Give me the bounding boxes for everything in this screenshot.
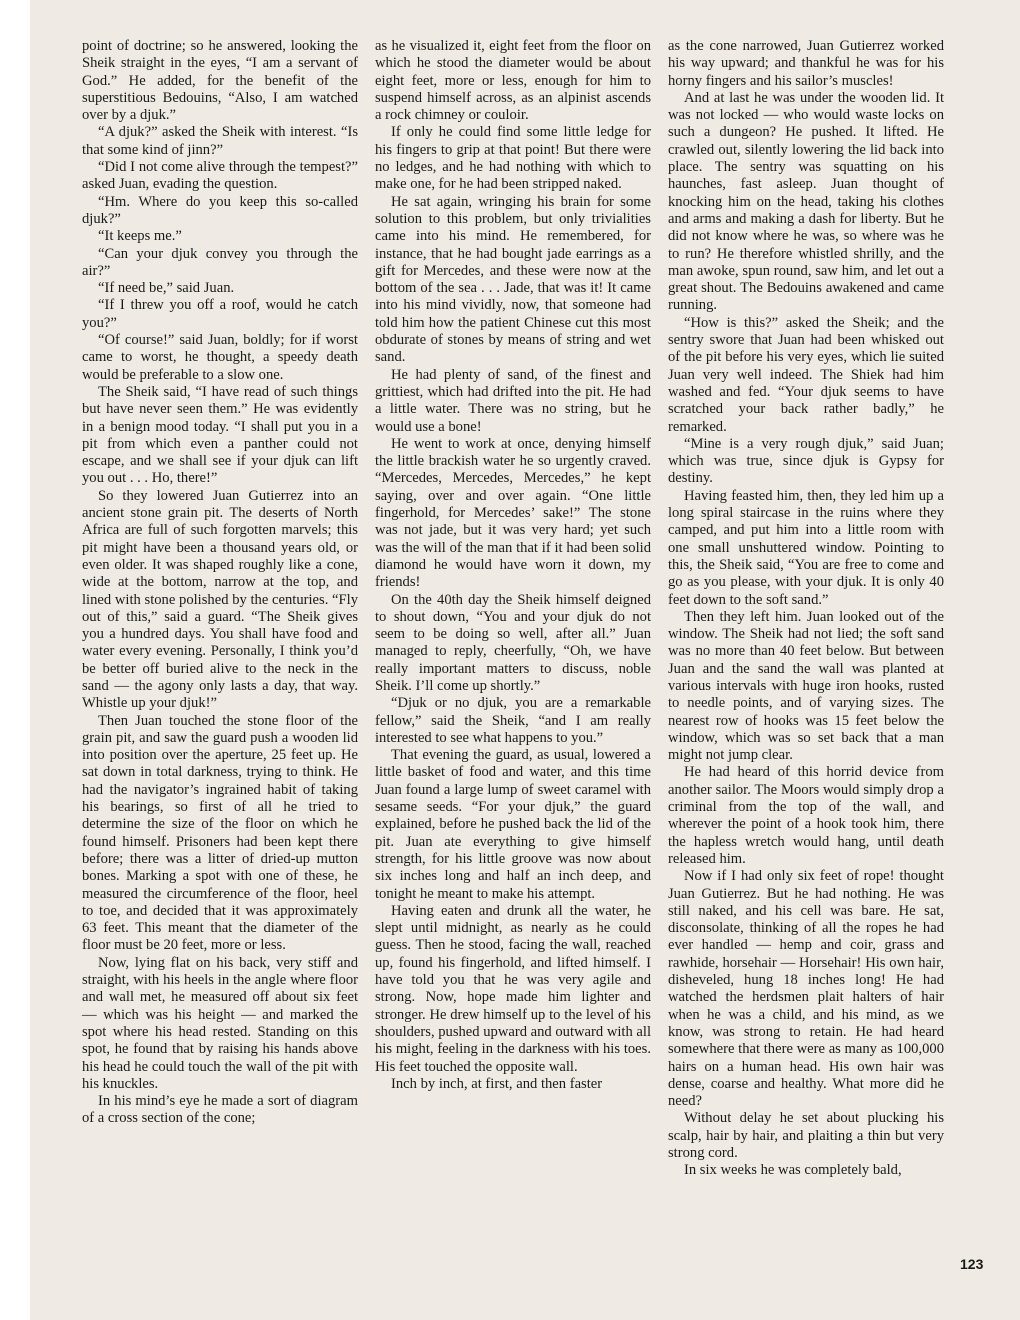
paragraph: “If I threw you off a roof, would he catch you?” (82, 297, 358, 331)
paragraph: He sat again, wringing his brain for some solution to this problem, but only trivialities came into his mind. He remembered, for instance, that he had bought jade earrings as a gift for Mercedes, and these were now at the bottom of the sea . . . Jade, that was it! It came into his mind vividly, now, that someone had told him how the patient Chinese cut this most obdurate of stones by means of string and wet sand. (375, 193, 651, 366)
paragraph: The Sheik said, “I have read of such things but have never seen them.” He was evidently in a benign mood today. “I shall put you in a pit from which even a panther could not escape, and we shall see if your djuk can lift you out . . . Ho, there!” (82, 383, 358, 487)
page-number: 123 (960, 1256, 984, 1272)
paragraph: as the cone narrowed, Juan Gutierrez worked his way upward; and thankful he was for his horny fingers and his sailor’s muscles! (668, 38, 944, 89)
paragraph: He had heard of this horrid device from another sailor. The Moors would simply drop a criminal from the top of the wall, and wherever the point of a hook took him, there the hapless wretch would hang, until death released him. (668, 764, 944, 867)
paragraph: Then Juan touched the stone floor of the grain pit, and saw the guard push a wooden lid into position over the aperture, 25 feet up. He sat down in total darkness, trying to think. He had the navigator’s ingrained habit of taking his bearings, so first of all he tried to determine the size of the floor on which he found himself. Prisoners had been kept there before; there was a litter of dried-up mutton bones. Marking a spot with one of these, he measured the circumference of the floor, heel to toe, and decided that it was approximately 63 feet. This meant that the diameter of the floor must be 20 feet, more or less. (82, 712, 358, 954)
paragraph: That evening the guard, as usual, lowered a little basket of food and water, and this time Juan found a large lump of sweet caramel with sesame seeds. “For your djuk,” the guard explained, before he pushed back the lid of the pit. Juan ate everything to give himself strength, for his little groove was now about six inches long and half an inch deep, and tonight he meant to make his attempt. (375, 747, 651, 902)
paragraph: “Djuk or no djuk, you are a remarkable fellow,” said the Sheik, “and I am really interested to see what happens to you.” (375, 695, 651, 746)
text-column-3 (668, 38, 944, 1180)
paragraph: In his mind’s eye he made a sort of diagram of a cross section of the cone; (82, 1093, 358, 1127)
paragraph: Now, lying flat on his back, very stiff and straight, with his heels in the angle where floor and wall met, he measured off about six feet — which was his height — and marked the spot where his head rested. Standing on this spot, he found that by raising his hands above his head he could touch the wall of the pit with his knuckles. (82, 954, 358, 1092)
paragraph: as he visualized it, eight feet from the floor on which he stood the diameter would be about eight feet, more or less, enough for him to suspend himself across, as an alpinist ascends a rock chimney or couloir. (375, 38, 651, 124)
paragraph: “Hm. Where do you keep this so-called djuk?” (82, 193, 358, 227)
paragraph: “Mine is a very rough djuk,” said Juan; which was true, since djuk is Gypsy for destiny. (668, 435, 944, 487)
paragraph: Having eaten and drunk all the water, he slept until midnight, as nearly as he could guess. Then he stood, facing the wall, reached up, found his fingerhold, and lifted himself. I have told you that he was very agile and strong. Now, hope made him lighter and stronger. He drew himself up to the level of his shoulders, pushed upward and outward with all his might, feeling in the darkness with his toes. His feet touched the opposite wall. (375, 902, 652, 1075)
text-column-1 (82, 38, 358, 1128)
paragraph: On the 40th day the Sheik himself deigned to shout down, “You and your djuk do not seem to be doing so well, after all.” Juan managed to reply, cheerfully, “Oh, we have really important matters to discuss, noble Sheik. I’ll come up shortly.” (375, 591, 651, 694)
paragraph: In six weeks he was completely bald, (684, 1162, 902, 1179)
text-column-2 (375, 38, 651, 1093)
paragraph: He had plenty of sand, of the finest and grittiest, which had drifted into the pit. He had a little water. There was no string, but he would use a bone! (375, 366, 651, 435)
paragraph: So they lowered Juan Gutierrez into an ancient stone grain pit. The deserts of North Africa are full of such forgotten marvels; this pit might have been a thousand years old, or even older. It was shaped roughly like a cone, wide at the bottom, narrow at the top, and lined with stone polished by the centuries. “Fly out of this,” said a guard. “The Sheik gives you a hundred days. You shall have food and water every evening. Personally, I think you’d be better off buried alive to the neck in the sand — the agony only lasts a day, that way. Whistle up your djuk!” (82, 487, 358, 712)
paragraph: “Of course!” said Juan, boldly; for if worst came to worst, he thought, a speedy death would be preferable to a slow one. (82, 332, 358, 383)
paragraph: “Can your djuk convey you through the air?” (82, 245, 358, 279)
paragraph: “A djuk?” asked the Sheik with interest. “Is that some kind of jinn?” (82, 124, 358, 158)
paragraph: Then they left him. Juan looked out of the window. The Sheik had not lied; the soft sand was no more than 40 feet below. But between Juan and the sand the wall was planted at various intervals with huge iron hooks, rusted to needle points, and of varying sizes. The nearest row of hooks was 15 feet below the window, which was so set back that a man might not jump clear. (668, 608, 944, 764)
paragraph: And at last he was under the wooden lid. It was not locked — who would waste locks on such a dungeon? He pushed. It lifted. He crawled out, silently lowering the lid back into place. The sentry was squatting on his haunches, fast asleep. Juan thought of knocking him on the head, taking his clothes and arms and making a dash for liberty. But he did not know where he was, so where was he to run? He therefore whistled shrilly, and the man awoke, spun round, saw him, and let out a great shout. The Bedouins awakened and came running. (668, 89, 944, 314)
paragraph: “How is this?” asked the Sheik; and the sentry swore that Juan had been whisked out of the pit before his very eyes, which lie suited Juan very well indeed. The Shiek had him washed and fed. “Your djuk seems to have scratched your back rather badly,” he remarked. (668, 314, 944, 435)
paragraph: point of doctrine; so he answered, looking the Sheik straight in the eyes, “I am a servant of God.” He added, for the benefit of the superstitious Bedouins, “Also, I am watched over by a djuk.” (82, 38, 358, 124)
paragraph: “If need be,” said Juan. (98, 280, 235, 297)
paragraph: He went to work at once, denying himself the little brackish water he so urgently craved. “Mercedes, Mercedes, Mercedes,” he kept saying, over and over again. “One little fingerhold, for Mercedes’ sake!” The stone was not jade, but it was very hard; yet such was the will of the man that if it had been solid diamond he would have worn it down, my friends! (375, 435, 651, 591)
paragraph: “Did I not come alive through the tempest?” asked Juan, evading the question. (82, 159, 358, 193)
paragraph: Now if I had only six feet of rope! thought Juan Gutierrez. But he had nothing. He was still naked, and his cell was bare. He sat, disconsolate, thinking of all the ropes he had ever handled — hemp and coir, grass and rawhide, horsehair — Horsehair! His own hair, disheveled, hung 18 inches long! He had watched the herdsmen plait halters of hair when he was a child, and his mind, as we know, was strong to retain. He had heard somewhere that there were as many as 100,000 hairs on a human head. His own hair was dense, coarse and healthy. What more did he need? (668, 868, 944, 1110)
paragraph: Having feasted him, then, they led him up a long spiral staircase in the ruins where they camped, and put him into a little room with one small unshuttered window. Pointing to this, the Sheik said, “You are free to come and go as you please, with your djuk. It is only 40 feet down to the soft sand.” (668, 487, 944, 608)
magazine-page (30, 0, 1020, 1320)
paragraph: If only he could find some little ledge for his fingers to grip at that point! But there were no ledges, and he had nothing with which to make one, for he had been stripped naked. (375, 124, 651, 193)
paragraph: Without delay he set about plucking his scalp, hair by hair, and plaiting a thin but very strong cord. (668, 1110, 944, 1161)
paragraph: Inch by inch, at first, and then faster (391, 1075, 603, 1092)
paragraph: “It keeps me.” (98, 228, 182, 245)
